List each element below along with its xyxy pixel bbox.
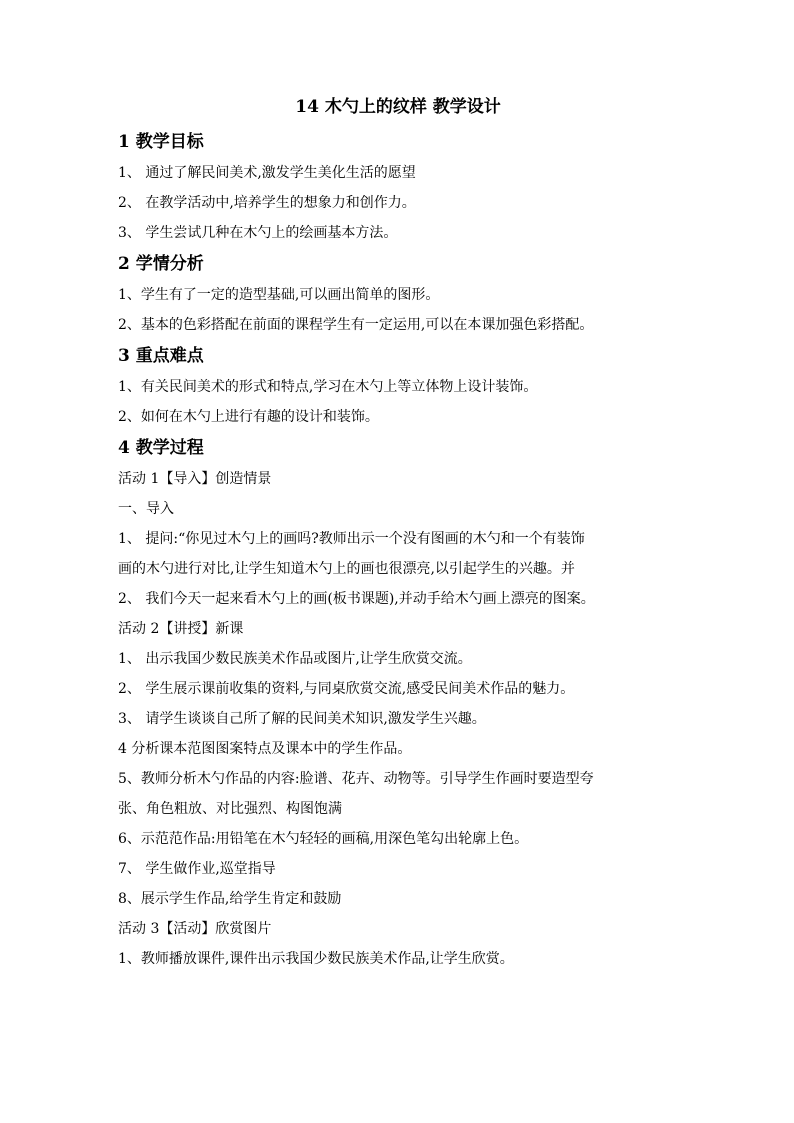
text-line: 1、有关民间美术的形式和特点,学习在木勺上等立体物上设计装饰。: [118, 379, 538, 395]
text-line: 2、 我们今天一起来看木勺上的画(板书课题),并动手给木勺画上漂亮的图案。: [118, 591, 595, 607]
text-line: 张、角色粗放、对比强烈、构图饱满: [118, 801, 342, 817]
section-heading: 2 学情分析: [118, 254, 204, 274]
text-line: 3、 请学生谈谈自己所了解的民间美术知识,激发学生兴趣。: [118, 711, 486, 727]
document-page: [118, 92, 678, 974]
text-line: 画的木勺进行对比,让学生知道木勺上的画也很漂亮,以引起学生的兴趣。并: [118, 561, 575, 577]
text-line: 3、 学生尝试几种在木勺上的绘画基本方法。: [118, 225, 398, 241]
section-heading: 4 教学过程: [118, 438, 204, 458]
text-line: 8、展示学生作品,给学生肯定和鼓励: [118, 891, 342, 907]
activity-heading: 活动 2【讲授】新课: [118, 621, 244, 637]
activity-heading: 活动 1【导入】创造情景: [118, 471, 272, 487]
text-line: 2、 在教学活动中,培养学生的想象力和创作力。: [118, 195, 416, 211]
text-line: 1、教师播放课件,课件出示我国少数民族美术作品,让学生欣赏。: [118, 951, 514, 967]
section-teaching-process: [118, 432, 678, 974]
text-line: 5、教师分析木勺作品的内容:脸谱、花卉、动物等。引导学生作画时要造型夸: [118, 771, 594, 787]
section-student-analysis: [118, 248, 678, 340]
activity-heading: 活动 3【活动】欣赏图片: [118, 921, 272, 937]
text-line: 1、 通过了解民间美术,激发学生美化生活的愿望: [118, 165, 416, 181]
text-line: 一、导入: [118, 501, 174, 517]
text-line: 1、学生有了一定的造型基础,可以画出简单的图形。: [118, 287, 440, 303]
section-heading: 3 重点难点: [118, 346, 204, 366]
text-line: 2、 学生展示课前收集的资料,与同桌欣赏交流,感受民间美术作品的魅力。: [118, 681, 575, 697]
text-line: 6、示范范作品:用铅笔在木勺轻轻的画稿,用深色笔勾出轮廓上色。: [118, 831, 529, 847]
text-line: 1、 提问:“你见过木勺上的画吗?教师出示一个没有图画的木勺和一个有装饰: [118, 531, 585, 547]
document-title: 14 木勺上的纹样 教学设计: [295, 97, 501, 117]
section-heading: 1 教学目标: [118, 132, 204, 152]
text-line: 7、 学生做作业,巡堂指导: [118, 861, 276, 877]
section-key-points: [118, 340, 678, 432]
text-line: 2、基本的色彩搭配在前面的课程学生有一定运用,可以在本课加强色彩搭配。: [118, 317, 594, 333]
text-line: 4 分析课本范图图案特点及课本中的学生作品。: [118, 741, 412, 757]
text-line: 2、如何在木勺上进行有趣的设计和装饰。: [118, 409, 379, 425]
text-line: 1、 出示我国少数民族美术作品或图片,让学生欣赏交流。: [118, 651, 472, 667]
section-teaching-goals: [118, 126, 678, 248]
